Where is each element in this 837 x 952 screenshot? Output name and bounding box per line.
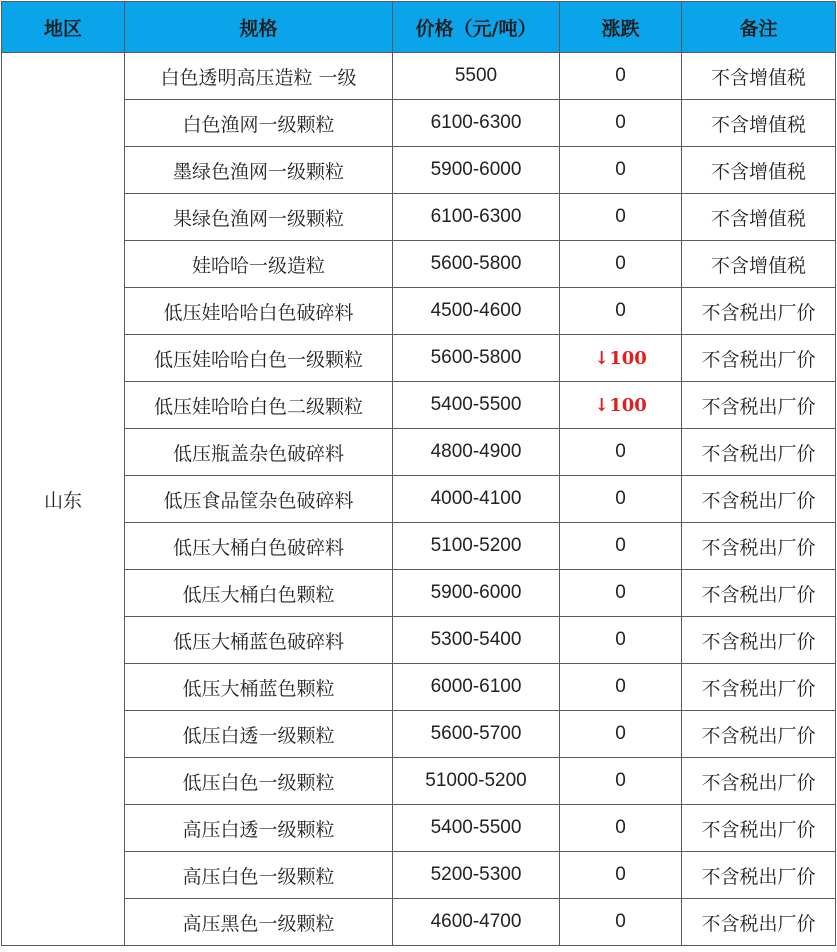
note-cell: 不含增值税	[682, 241, 836, 288]
note-cell: 不含增值税	[682, 100, 836, 147]
change-cell: 0	[560, 570, 682, 617]
price-cell: 4600-4700	[393, 899, 560, 946]
spec-cell: 白色渔网一级颗粒	[125, 100, 393, 147]
change-cell: 0	[560, 476, 682, 523]
note-cell: 不含增值税	[682, 147, 836, 194]
price-cell: 4000-4100	[393, 476, 560, 523]
spec-cell: 高压白色一级颗粒	[125, 852, 393, 899]
price-cell: 6100-6300	[393, 194, 560, 241]
price-cell: 5300-5400	[393, 617, 560, 664]
note-cell: 不含税出厂价	[682, 523, 836, 570]
note-cell: 不含税出厂价	[682, 382, 836, 429]
change-cell: 0	[560, 711, 682, 758]
price-cell: 5400-5500	[393, 805, 560, 852]
note-cell: 不含税出厂价	[682, 805, 836, 852]
note-cell: 不含税出厂价	[682, 288, 836, 335]
table-row	[2, 476, 836, 523]
change-cell: 0	[560, 100, 682, 147]
price-cell: 5200-5300	[393, 852, 560, 899]
note-cell: 不含增值税	[682, 53, 836, 100]
price-cell: 5100-5200	[393, 523, 560, 570]
table-row	[2, 241, 836, 288]
price-cell: 5900-6000	[393, 147, 560, 194]
table-row	[2, 570, 836, 617]
table-row	[2, 53, 836, 100]
note-cell: 不含税出厂价	[682, 758, 836, 805]
note-cell: 不含税出厂价	[682, 476, 836, 523]
header-price: 价格（元/吨）	[393, 2, 560, 53]
table-row	[2, 852, 836, 899]
price-cell: 5500	[393, 53, 560, 100]
spec-cell: 低压白色一级颗粒	[125, 758, 393, 805]
table-row	[2, 288, 836, 335]
spec-cell: 高压白透一级颗粒	[125, 805, 393, 852]
table-row	[2, 194, 836, 241]
change-cell: 0	[560, 758, 682, 805]
spec-cell: 果绿色渔网一级颗粒	[125, 194, 393, 241]
note-cell: 不含税出厂价	[682, 617, 836, 664]
note-cell: 不含税出厂价	[682, 899, 836, 946]
spec-cell: 低压食品筐杂色破碎料	[125, 476, 393, 523]
table-row	[2, 335, 836, 382]
spec-cell: 低压大桶白色破碎料	[125, 523, 393, 570]
price-cell: 5600-5800	[393, 241, 560, 288]
table-row	[2, 617, 836, 664]
price-cell: 5600-5700	[393, 711, 560, 758]
table-row	[2, 100, 836, 147]
spec-cell: 低压瓶盖杂色破碎料	[125, 429, 393, 476]
price-cell: 6000-6100	[393, 664, 560, 711]
change-cell: 0	[560, 617, 682, 664]
header-spec: 规格	[125, 2, 393, 53]
spec-cell: 高压黑色一级颗粒	[125, 899, 393, 946]
change-cell: 0	[560, 429, 682, 476]
table-row	[2, 147, 836, 194]
note-cell: 不含增值税	[682, 194, 836, 241]
table-header	[2, 2, 836, 53]
table-row	[2, 429, 836, 476]
spec-cell: 低压白透一级颗粒	[125, 711, 393, 758]
price-cell: 51000-5200	[393, 758, 560, 805]
change-cell: 0	[560, 523, 682, 570]
spec-cell: 墨绿色渔网一级颗粒	[125, 147, 393, 194]
note-cell: 不含税出厂价	[682, 852, 836, 899]
change-cell: 0	[560, 53, 682, 100]
spec-cell: 低压娃哈哈白色破碎料	[125, 288, 393, 335]
table-row	[2, 805, 836, 852]
change-cell: 0	[560, 899, 682, 946]
change-cell: ↓100	[560, 382, 682, 429]
price-cell: 5900-6000	[393, 570, 560, 617]
price-table	[1, 1, 836, 946]
spec-cell: 低压大桶蓝色破碎料	[125, 617, 393, 664]
change-cell: 0	[560, 241, 682, 288]
table-row	[2, 382, 836, 429]
note-cell: 不含税出厂价	[682, 570, 836, 617]
spec-cell: 低压娃哈哈白色一级颗粒	[125, 335, 393, 382]
spec-cell: 娃哈哈一级造粒	[125, 241, 393, 288]
note-cell: 不含税出厂价	[682, 664, 836, 711]
header-note: 备注	[682, 2, 836, 53]
note-cell: 不含税出厂价	[682, 335, 836, 382]
price-cell: 5400-5500	[393, 382, 560, 429]
spec-cell: 低压大桶蓝色颗粒	[125, 664, 393, 711]
spec-cell: 低压大桶白色颗粒	[125, 570, 393, 617]
table-row	[2, 711, 836, 758]
price-cell: 4800-4900	[393, 429, 560, 476]
change-cell: 0	[560, 664, 682, 711]
change-cell: 0	[560, 147, 682, 194]
table-row	[2, 523, 836, 570]
header-region: 地区	[2, 2, 125, 53]
note-cell: 不含税出厂价	[682, 711, 836, 758]
change-cell: 0	[560, 288, 682, 335]
change-cell: 0	[560, 194, 682, 241]
region-cell: 山东	[2, 53, 125, 946]
price-cell: 5600-5800	[393, 335, 560, 382]
header-row	[2, 2, 836, 53]
spec-cell: 白色透明高压造粒 一级	[125, 53, 393, 100]
change-cell: 0	[560, 852, 682, 899]
table-body	[2, 53, 836, 946]
change-cell: 0	[560, 805, 682, 852]
price-cell: 6100-6300	[393, 100, 560, 147]
table-row	[2, 664, 836, 711]
spec-cell: 低压娃哈哈白色二级颗粒	[125, 382, 393, 429]
note-cell: 不含税出厂价	[682, 429, 836, 476]
price-cell: 4500-4600	[393, 288, 560, 335]
change-cell: ↓100	[560, 335, 682, 382]
table-row	[2, 899, 836, 946]
table-row	[2, 758, 836, 805]
header-change: 涨跌	[560, 2, 682, 53]
